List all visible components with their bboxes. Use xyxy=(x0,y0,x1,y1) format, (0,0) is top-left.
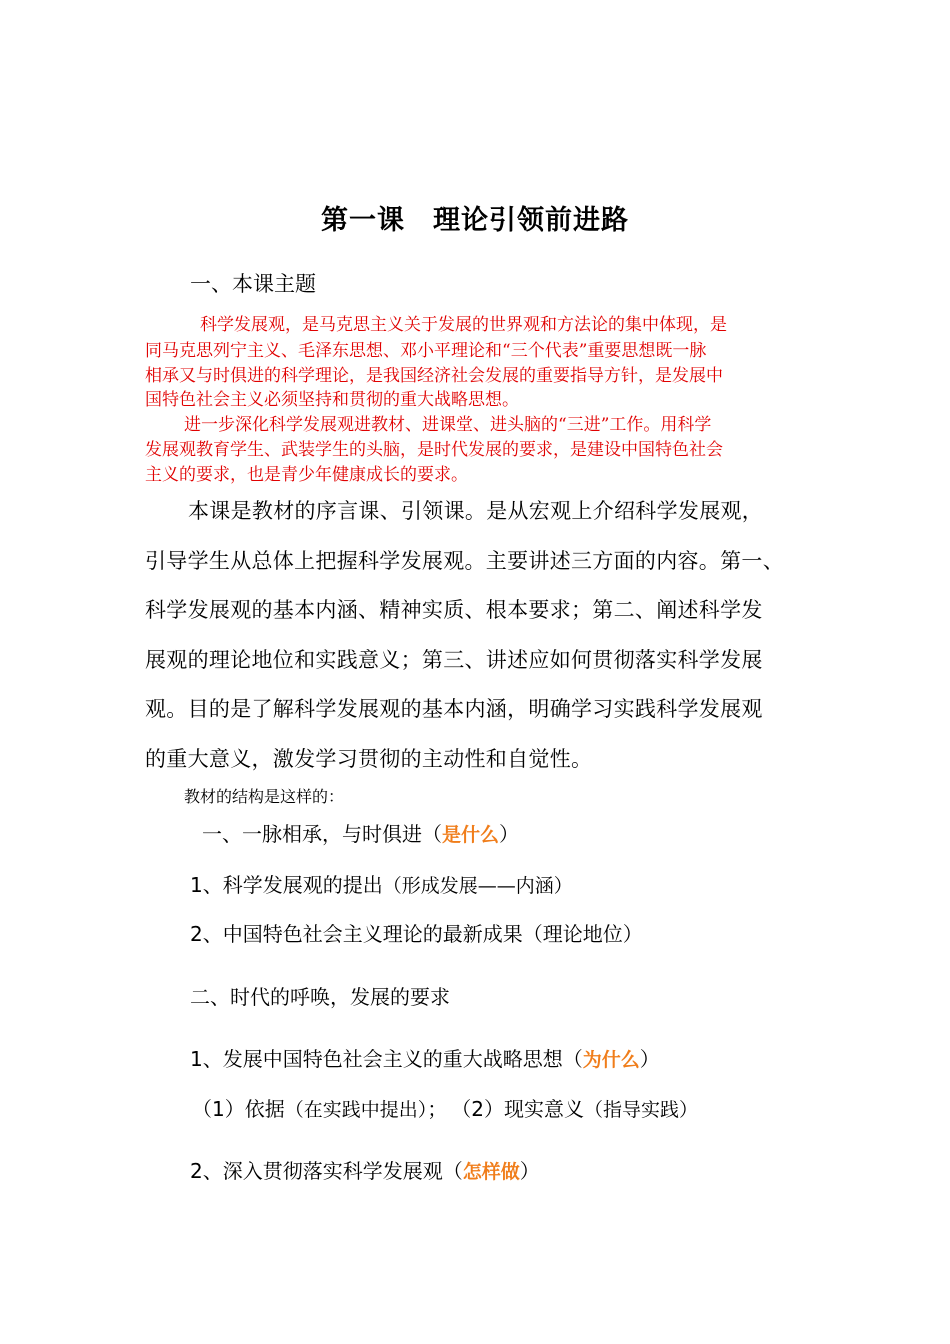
red-paragraph-line: 同马克思列宁主义、毛泽东思想、邓小平理论和“三个代表”重要思想既一脉 xyxy=(145,341,707,361)
page-title: 第一课 理论引领前进路 xyxy=(321,205,629,236)
outline-sub-items xyxy=(192,1093,698,1122)
outline-part-2-heading: 二、时代的呼唤，发展的要求 xyxy=(190,985,450,1009)
outline-item-1-note: （形成发展——内涵） xyxy=(382,875,573,897)
why-tag: 为什么 xyxy=(582,1049,640,1071)
outline-item-3 xyxy=(190,1043,660,1072)
sub-item-separator: ； xyxy=(427,1097,448,1121)
outline-part-1-heading xyxy=(202,818,519,847)
sub-item-basis: （1）依据 xyxy=(192,1097,285,1121)
body-paragraph-line: 展观的理论地位和实践意义；第三、讲述应如何贯彻落实科学发展 xyxy=(145,648,763,672)
sub-item-significance-note: （指导实践） xyxy=(583,1099,698,1121)
outline-item-2: 2、中国特色社会主义理论的最新成果（理论地位） xyxy=(190,922,643,946)
red-paragraph-line: 进一步深化科学发展观进教材、进课堂、进头脑的“三进”工作。用科学 xyxy=(184,415,712,435)
red-paragraph-line: 科学发展观，是马克思主义关于发展的世界观和方法论的集中体现，是 xyxy=(200,315,727,335)
body-paragraph-line: 引导学生从总体上把握科学发展观。主要讲述三方面的内容。第一、 xyxy=(145,549,784,573)
red-paragraph-line: 主义的要求，也是青少年健康成长的要求。 xyxy=(145,465,468,485)
outline-part-1-close: ） xyxy=(499,822,520,846)
red-paragraph-line: 相承又与时俱进的科学理论，是我国经济社会发展的重要指导方针，是发展中 xyxy=(145,366,723,386)
outline-item-3-text: 1、发展中国特色社会主义的重大战略思想（ xyxy=(190,1047,583,1071)
what-tag: 是什么 xyxy=(442,824,500,846)
body-paragraph-line: 科学发展观的基本内涵、精神实质、根本要求；第二、阐述科学发 xyxy=(145,598,763,622)
red-paragraph-line: 国特色社会主义必须坚持和贯彻的重大战略思想。 xyxy=(145,390,519,410)
section-heading-theme: 一、本课主题 xyxy=(190,272,316,296)
red-paragraph-line: 发展观教育学生、武装学生的头脑，是时代发展的要求，是建设中国特色社会 xyxy=(145,440,723,460)
outline-item-4 xyxy=(190,1155,540,1184)
body-paragraph-line: 的重大意义，激发学习贯彻的主动性和自觉性。 xyxy=(145,747,593,771)
outline-part-1-text: 一、一脉相承，与时俱进（ xyxy=(202,822,442,846)
sub-item-basis-note: （在实践中提出） xyxy=(284,1099,428,1121)
structure-intro: 教材的结构是这样的： xyxy=(184,787,345,806)
how-tag: 怎样做 xyxy=(462,1161,520,1183)
body-paragraph-line: 本课是教材的序言课、引领课。是从宏观上介绍科学发展观， xyxy=(188,499,764,523)
body-paragraph-line: 观。目的是了解科学发展观的基本内涵，明确学习实践科学发展观 xyxy=(145,697,763,721)
outline-item-4-close: ） xyxy=(519,1159,540,1183)
outline-item-3-close: ） xyxy=(639,1047,660,1071)
outline-item-4-text: 2、深入贯彻落实科学发展观（ xyxy=(190,1159,463,1183)
outline-item-1 xyxy=(190,869,573,898)
outline-item-1-text: 1、科学发展观的提出 xyxy=(190,873,383,897)
sub-item-significance: （2）现实意义 xyxy=(461,1097,584,1121)
